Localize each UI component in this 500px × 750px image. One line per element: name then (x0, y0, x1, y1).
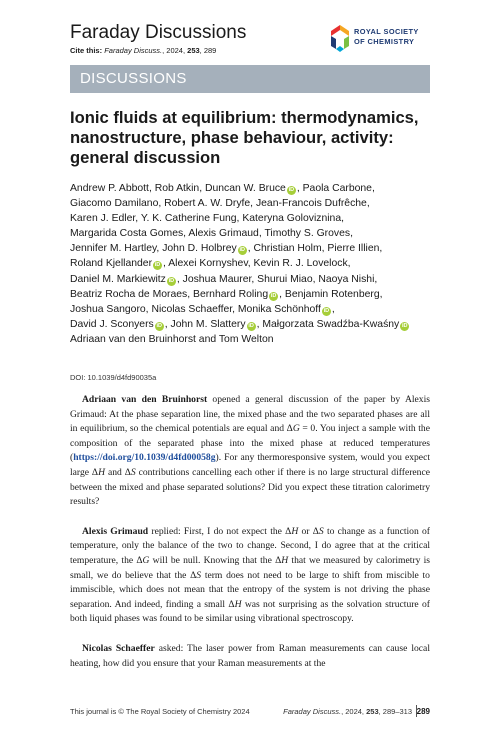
math-symbol: S (196, 569, 202, 581)
author-line (70, 211, 440, 226)
author-separator: , (176, 273, 183, 285)
publisher-name: ROYAL SOCIETY OF CHEMISTRY (354, 27, 419, 46)
author-name: John M. Slattery (170, 318, 246, 330)
paragraph-text: asked: The laser power from Raman measurements can cause local heating, how did you ensure that your Raman measurements at the (70, 642, 430, 669)
paragraph-text: or Δ (298, 525, 319, 537)
paragraph-text: ). For any thermoresponsive system, would you expect large Δ (70, 452, 430, 478)
author-name: Shurui Miao, (257, 273, 319, 285)
speaker-name: Nicolas Schaeffer (82, 642, 155, 654)
footer-copyright: This journal is © The Royal Society of Chemistry 2024 (70, 707, 250, 716)
author-name: Timothy S. Groves, (264, 228, 353, 240)
discussion-paragraph (70, 525, 430, 627)
author-line (70, 256, 440, 271)
author-name: Rob Atkin, (154, 183, 205, 194)
paragraph-text: contributions cancelling each other if there is no large structural difference between the mixed and phase separated solutions? Did you expect these titration calorimetry results? (70, 466, 430, 508)
orcid-icon[interactable]: iD (323, 307, 330, 314)
author-name: Alexei Kornyshev, (168, 258, 254, 270)
author-name: Roland Kjellander (70, 258, 153, 270)
section-banner-label: DISCUSSIONS (80, 70, 187, 87)
speaker-name: Adriaan van den Bruinhorst (82, 394, 208, 405)
footer-year: , 2024, (341, 707, 367, 716)
author-line (70, 226, 440, 241)
paragraph-text: replied: First, I do not expect the Δ (148, 525, 292, 537)
math-symbol: S (130, 466, 136, 478)
math-symbol: H (98, 466, 106, 478)
author-name: Pierre Illien, (327, 243, 383, 255)
author-name: David J. Sconyers (70, 318, 154, 330)
author-line (70, 332, 440, 347)
author-name: Daniel M. Markiewitz (70, 273, 166, 285)
author-name: Tom Welton (218, 333, 274, 345)
author-name: Paola Carbone, (302, 183, 375, 194)
journal-name: Faraday Discussions (70, 22, 247, 43)
author-name: Nicolas Schaeffer, (151, 303, 238, 315)
footer-volume: 253 (366, 707, 379, 716)
author-line (70, 302, 440, 317)
author-name: Bernhard Roling (193, 288, 269, 300)
author-name: Benjamin Rotenberg, (284, 288, 383, 300)
orcid-icon[interactable]: iD (248, 322, 254, 329)
section-banner (70, 65, 430, 93)
page-number: 289 (416, 707, 430, 716)
author-separator: , (256, 318, 263, 330)
cite-pages: , 289 (199, 46, 217, 55)
paragraph-text: and Δ (105, 466, 131, 478)
author-name: Duncan W. Bruce (204, 183, 286, 194)
paragraph-text: opened a general discussion of the paper by Alexis Grimaud: At the phase separation line, the mixed phase and the two separated phases are all in equilibrium, so the chemical potentials are equal and Δ (70, 394, 430, 435)
orcid-icon[interactable]: iD (270, 292, 277, 299)
paragraph-text: that we measured by calorimetry is small, we do believe that the Δ (70, 554, 430, 581)
paragraph-text: to change as a function of temperature, only the balance of the two to change. Second, I do agree that at the critical temperature, the Δ (70, 525, 430, 566)
author-separator: , (163, 258, 169, 270)
math-symbol: G (142, 554, 150, 566)
discussion-body (70, 393, 430, 686)
publisher-logo (327, 22, 437, 56)
speaker-name: Alexis Grimaud (82, 525, 149, 537)
math-symbol: H (281, 554, 289, 566)
author-separator: , (296, 183, 303, 194)
math-symbol: G (292, 423, 300, 435)
author-name: Y. K. Catherine Fung, (140, 213, 243, 225)
author-name: Andrew P. Abbott, (70, 183, 155, 194)
orcid-icon[interactable]: iD (156, 322, 162, 329)
author-name: Margarida Costa Gomes, (70, 228, 189, 240)
author-name: Jean-Francois Dufrêche, (255, 198, 370, 210)
paragraph-text: will be null. Knowing that the Δ (149, 554, 282, 566)
paragraph-text: = 0. You inject a sample with the composition of the separated phase into the mixed phase at reduced temperatures ( (70, 423, 430, 464)
author-name: Kevin R. J. Lovelock, (253, 258, 351, 270)
author-name: Joshua Maurer, (182, 273, 258, 285)
orcid-icon[interactable]: iD (154, 262, 161, 269)
cite-volume: 253 (187, 46, 200, 55)
rsc-emblem-icon (327, 22, 353, 56)
math-symbol: S (318, 525, 324, 537)
author-separator: , (164, 318, 171, 330)
orcid-icon[interactable]: iD (168, 277, 175, 284)
author-name: Christian Holm, (253, 243, 328, 255)
cite-journal: Faraday Discuss. (104, 46, 163, 55)
author-line (70, 317, 440, 332)
orcid-icon[interactable]: iD (239, 247, 245, 254)
paragraph-text: term does not need to be large to shift from miscible to immiscible, which does not mean that the entropy of the system is not driving the phase separation. And indeed, finding a small Δ (70, 569, 430, 610)
footer-citation (283, 707, 412, 716)
math-symbol: H (234, 598, 242, 610)
orcid-icon[interactable]: iD (402, 322, 408, 329)
author-separator: , (331, 303, 335, 315)
author-list (70, 181, 440, 347)
page-footer (70, 707, 430, 721)
author-name: John D. Holbrey (162, 243, 237, 255)
discussion-paragraph (70, 642, 430, 671)
article-title: Ionic fluids at equilibrium: thermodynamics, nanostructure, phase behaviour, activity: general discussion (70, 108, 419, 167)
paragraph-text: was not surprising as the solvation structure of both liquid phases was found to be similar using vibrational spectroscopy. (70, 598, 430, 625)
author-name: Monika Schönhoff (237, 303, 321, 315)
footer-journal: Faraday Discuss. (283, 707, 342, 716)
author-name: Joshua Sangoro, (70, 303, 152, 315)
author-name: Małgorzata Swadźba-Kwaśny (262, 318, 400, 330)
math-symbol: H (291, 525, 299, 537)
cite-year: , 2024, (162, 46, 188, 55)
author-line (70, 287, 440, 302)
doi-link[interactable]: https://doi.org/10.1039/d4fd00058g (73, 452, 216, 464)
author-line (70, 181, 440, 196)
author-line (70, 196, 440, 211)
author-name: Beatriz Rocha de Moraes, (70, 288, 194, 300)
author-separator: , (247, 243, 254, 255)
author-name: Jennifer M. Hartley, (70, 243, 163, 255)
author-separator: , (279, 288, 285, 300)
author-name: Alexis Grimaud, (188, 228, 265, 240)
author-name: Karen J. Edler, (70, 213, 141, 225)
author-line (70, 241, 440, 256)
author-name: Kateryna Goloviznina, (242, 213, 344, 225)
cite-label: Cite this: (70, 46, 103, 55)
author-line (70, 272, 440, 287)
author-name: Robert A. W. Dryfe, (164, 198, 256, 210)
author-name: Giacomo Damilano, (70, 198, 165, 210)
author-name: Adriaan van den Bruinhorst and (70, 333, 219, 345)
author-name: Naoya Nishi, (318, 273, 378, 285)
footer-pages: , 289–313 (378, 707, 412, 716)
article-doi: DOI: 10.1039/d4fd90035a (70, 373, 157, 382)
citation-line (70, 46, 216, 55)
discussion-paragraph (70, 393, 430, 510)
orcid-icon[interactable]: iD (288, 187, 295, 193)
